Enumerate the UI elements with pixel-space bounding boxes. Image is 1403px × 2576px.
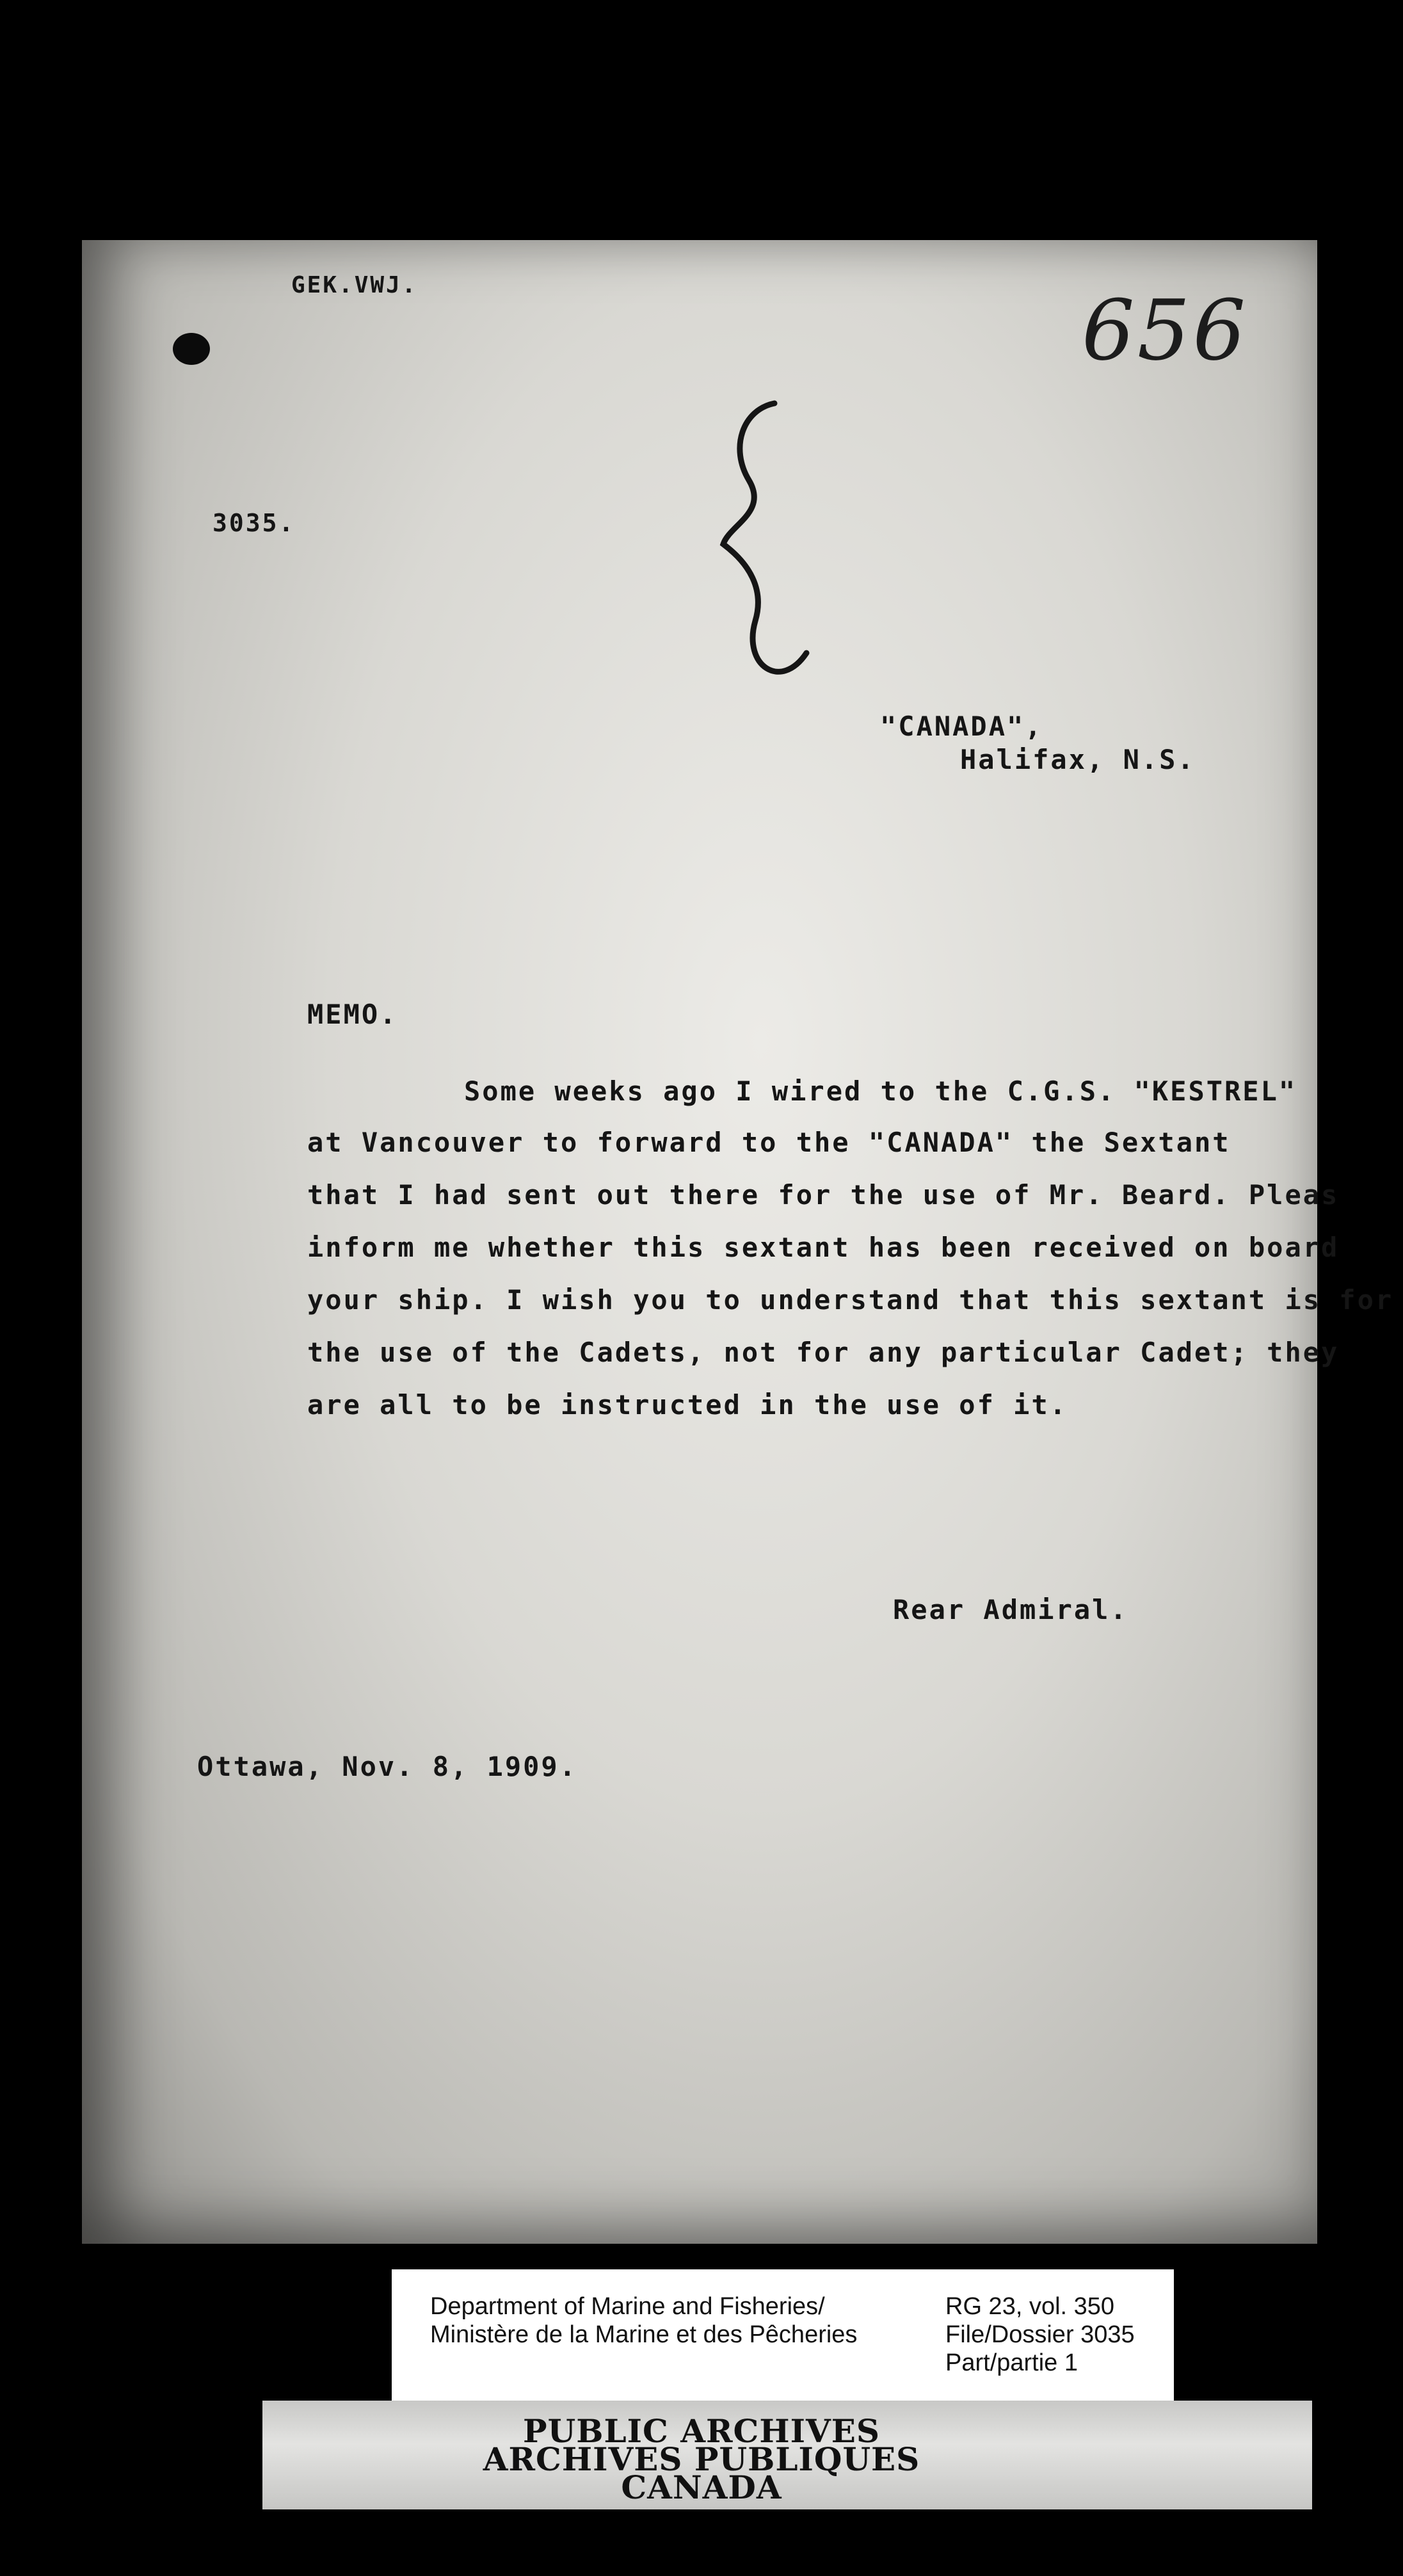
- handwritten-page-number: 656: [1082, 282, 1249, 379]
- recipient-line-2: Halifax, N.S.: [960, 744, 1196, 775]
- memo-heading: MEMO.: [307, 999, 398, 1030]
- memo-body-line: are all to be instructed in the use of it.: [307, 1389, 1068, 1421]
- handwritten-brace-mark: [704, 397, 832, 691]
- memo-body-line: that I had sent out there for the use of Mr. Beard. Pleas: [307, 1179, 1340, 1211]
- file-number: 3035.: [212, 509, 296, 537]
- memo-body-line: Some weeks ago I wired to the C.G.S. "KESTREL": [464, 1075, 1297, 1107]
- archives-stamp-line-3: CANADA: [621, 2468, 782, 2506]
- record-group-volume: RG 23, vol. 350: [945, 2293, 1115, 2320]
- memo-body-line: the use of the Cadets, not for any particular Cadet; they: [307, 1337, 1340, 1368]
- memo-body-line: your ship. I wish you to understand that this sextant is for: [307, 1284, 1394, 1316]
- department-name-en: Department of Marine and Fisheries/: [430, 2293, 825, 2320]
- file-dossier-number: File/Dossier 3035: [945, 2321, 1135, 2348]
- signature-title: Rear Admiral.: [893, 1594, 1128, 1625]
- department-name-fr: Ministère de la Marine et des Pêcheries: [430, 2321, 858, 2348]
- memo-body-line: inform me whether this sextant has been received on board: [307, 1232, 1340, 1263]
- part-number: Part/partie 1: [945, 2349, 1078, 2376]
- archive-reference-label: [392, 2269, 1174, 2423]
- typist-initials: GEK.VWJ.: [291, 272, 418, 298]
- archives-stamp-line-1: PUBLIC ARCHIVES: [523, 2412, 880, 2450]
- recipient-line-1: "CANADA",: [880, 711, 1043, 742]
- archives-stamp-line-2: ARCHIVES PUBLIQUES: [483, 2440, 920, 2478]
- date-line: Ottawa, Nov. 8, 1909.: [197, 1751, 578, 1782]
- punch-hole: [173, 333, 210, 365]
- memo-body-line: at Vancouver to forward to the "CANADA" the Sextant: [307, 1127, 1231, 1158]
